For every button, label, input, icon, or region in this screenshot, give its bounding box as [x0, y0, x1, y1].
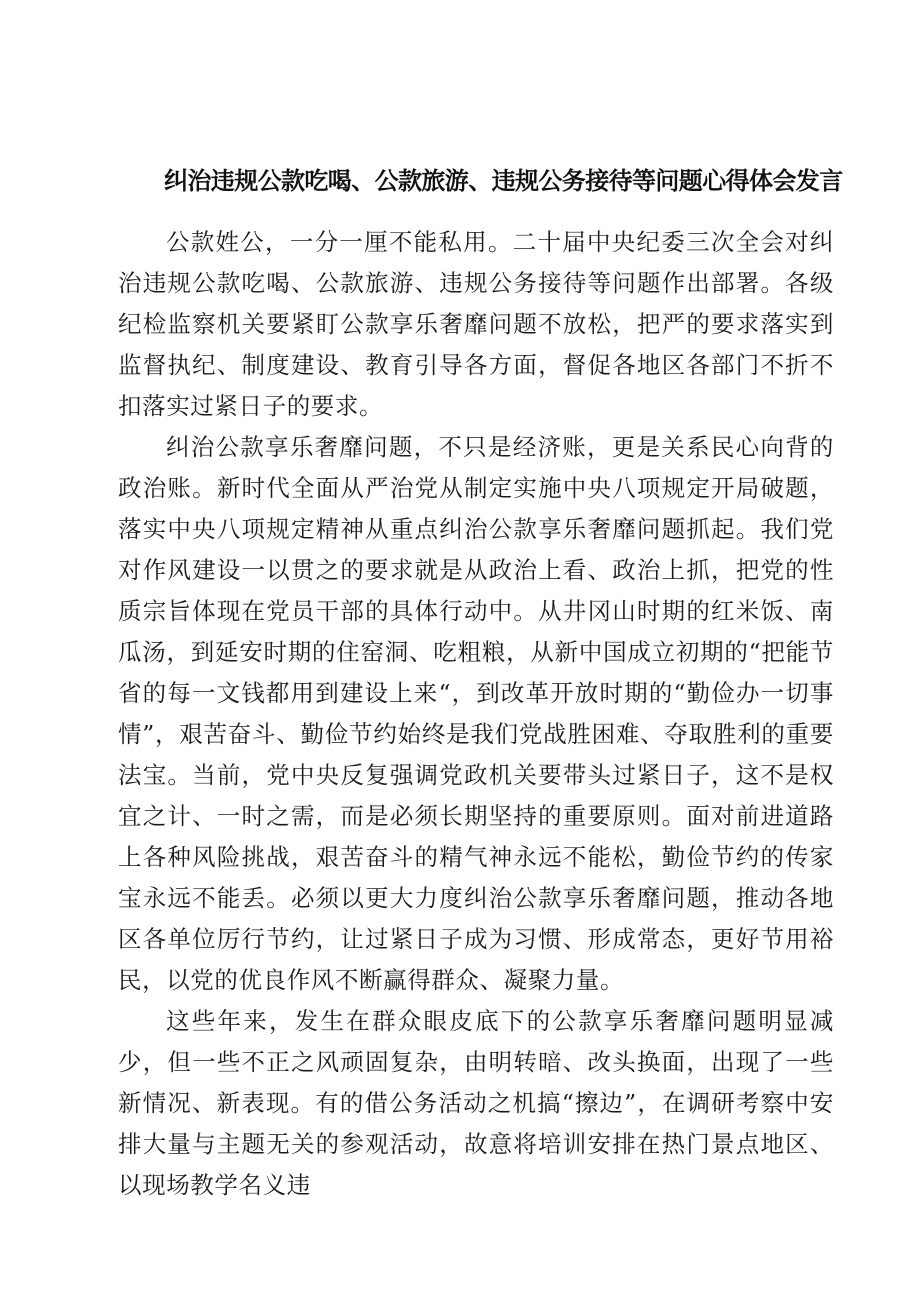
paragraph-3: 这些年来，发生在群众眼皮底下的公款享乐奢靡问题明显减少，但一些不正之风顽固复杂，由明转暗、改头换面，出现了一些新情况、新表现。有的借公务活动之机搞“擦边”，在调研考察中安排大量与主题无关的参观活动，故意将培训安排在热门景点地区、以现场教学名义违	[118, 1007, 834, 1199]
document-title: 纠治违规公款吃喝、公款旅游、违规公务接待等问题心得体会发言	[164, 167, 843, 195]
paragraph-2: 纠治公款享乐奢靡问题，不只是经济账，更是关系民心向背的政治账。新时代全面从严治党从制定实施中央八项规定开局破题，落实中央八项规定精神从重点纠治公款享乐奢靡问题抓起。我们党对作风建设一以贯之的要求就是从政治上看、政治上抓，把党的性质宗旨体现在党员干部的具体行动中。从井冈山时期的红米饭、南瓜汤，到延安时期的住窑洞、吃粗粮，从新中国成立初期的“把能节省的每一文钱都用到建设上来“，到改革开放时期的“勤俭办一切事情”，艰苦奋斗、勤俭节约始终是我们党战胜困难、夺取胜利的重要法宝。当前，党中央反复强调党政机关要带头过紧日子，这不是权宜之计、一时之需，而是必须长期坚持的重要原则。面对前进道路上各种风险挑战，艰苦奋斗的精气神永远不能松，勤俭节约的传家宝永远不能丢。必须以更大力度纠治公款享乐奢靡问题，推动各地区各单位厉行节约，让过紧日子成为习惯、形成常态，更好节用裕民，以党的优良作风不断赢得群众、凝聚力量。	[118, 433, 834, 994]
document-body	[118, 222, 834, 1206]
paragraph-1: 公款姓公，一分一厘不能私用。二十届中央纪委三次全会对纠治违规公款吃喝、公款旅游、违规公务接待等问题作出部署。各级纪检监察机关要紧盯公款享乐奢靡问题不放松，把严的要求落实到监督执纪、制度建设、教育引导各方面，督促各地区各部门不折不扣落实过紧日子的要求。	[118, 228, 834, 420]
